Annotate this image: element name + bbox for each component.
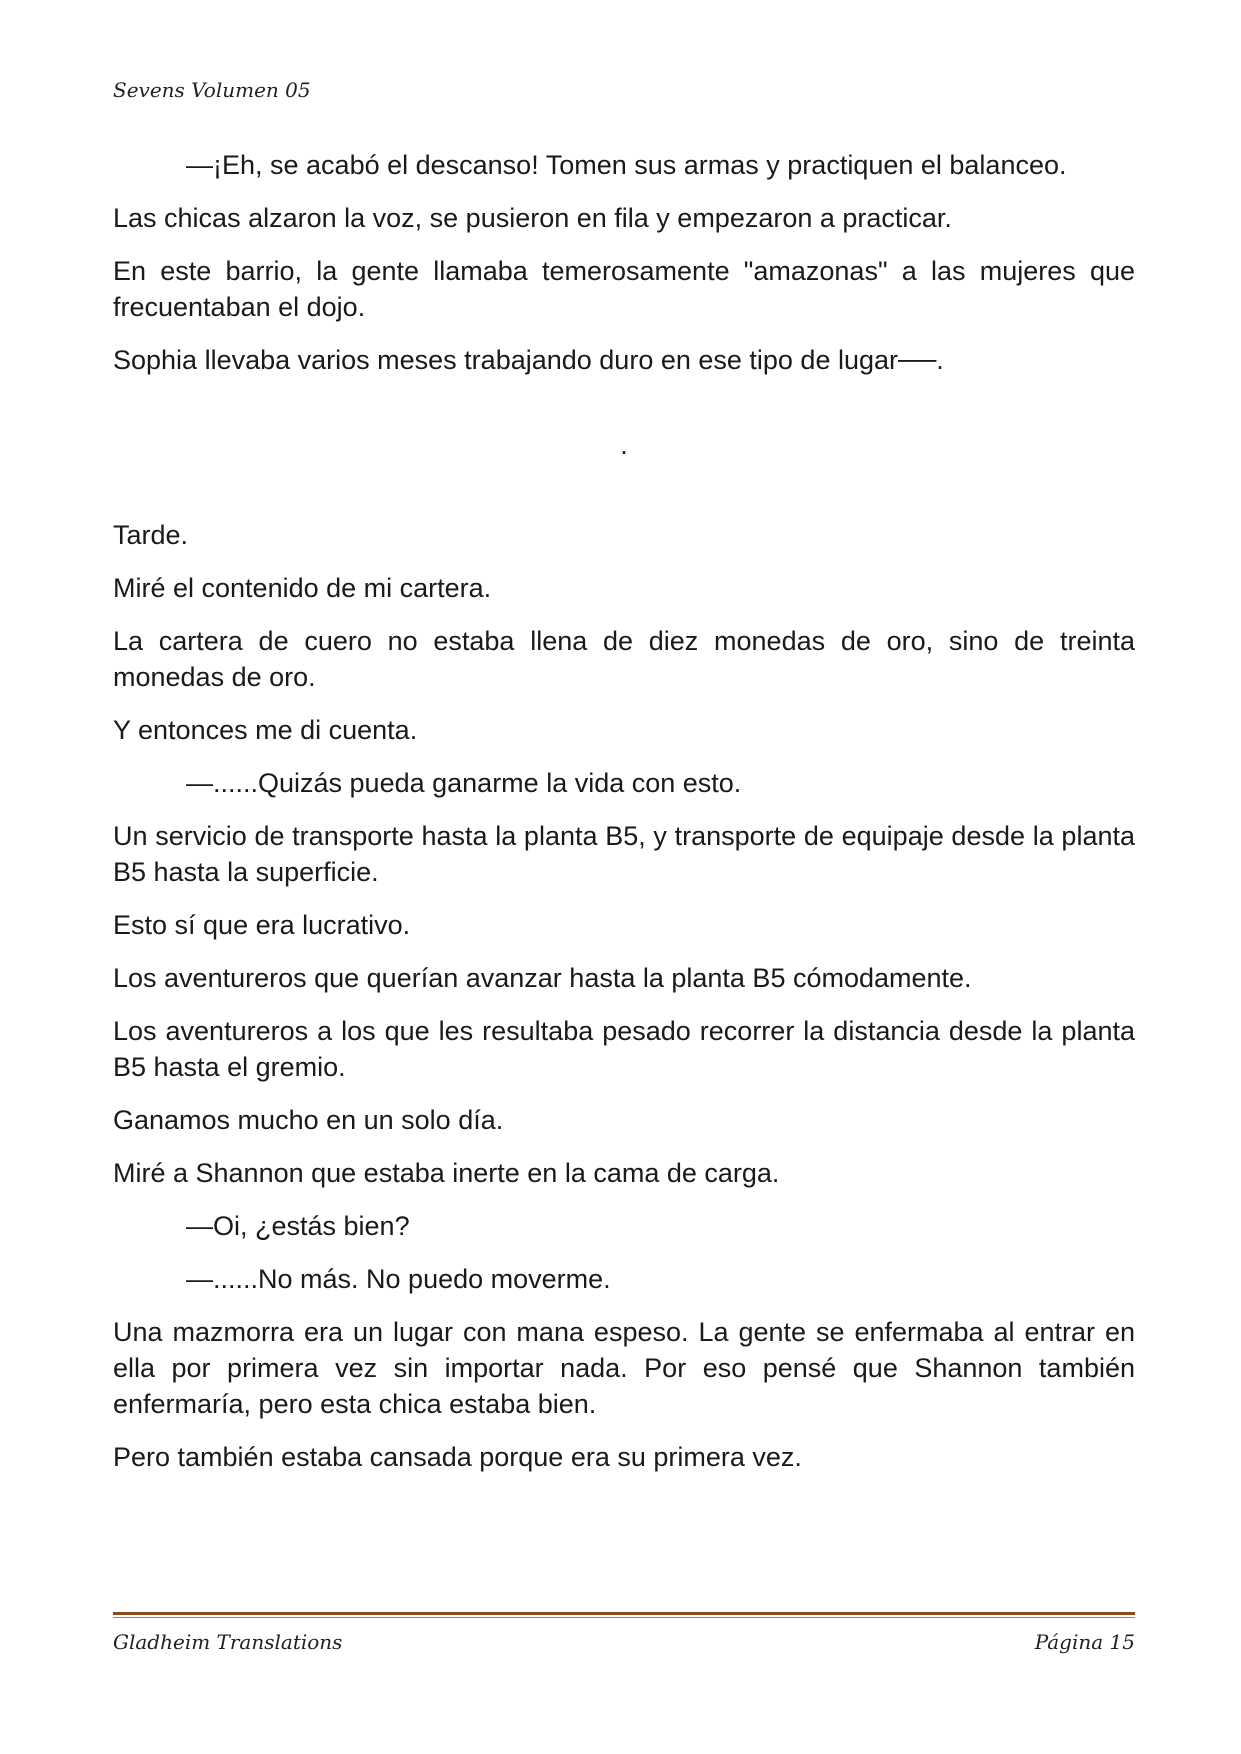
dialogue-line: —¡Eh, se acabó el descanso! Tomen sus armas y practiquen el balanceo. <box>186 150 1067 180</box>
paragraph: Pero también estaba cansada porque era su primera vez. <box>113 1442 802 1472</box>
section-2 <box>113 517 1135 1475</box>
paragraph: En este barrio, la gente llamaba temerosamente "amazonas" a las mujeres que frecuentaban el dojo. <box>113 256 1135 322</box>
footer-credit: Gladheim Translations <box>113 1630 343 1654</box>
running-header: Sevens Volumen 05 <box>113 78 311 102</box>
paragraph: Esto sí que era lucrativo. <box>113 910 411 940</box>
paragraph: La cartera de cuero no estaba llena de diez monedas de oro, sino de treinta monedas de oro. <box>113 626 1135 692</box>
dialogue-line: —......Quizás pueda ganarme la vida con esto. <box>186 768 742 798</box>
paragraph: Los aventureros que querían avanzar hasta la planta B5 cómodamente. <box>113 963 972 993</box>
paragraph: Ganamos mucho en un solo día. <box>113 1105 504 1135</box>
paragraph: Una mazmorra era un lugar con mana espeso. La gente se enfermaba al entrar en ella por primera vez sin importar nada. Por eso pensé que Shannon también enfermaría, pero esta chica estaba bien. <box>113 1317 1135 1419</box>
dialogue-line: —Oi, ¿estás bien? <box>186 1211 410 1241</box>
paragraph: Tarde. <box>113 520 189 550</box>
paragraph: Sophia llevaba varios meses trabajando duro en ese tipo de lugar──. <box>113 345 944 375</box>
paragraph: Y entonces me di cuenta. <box>113 715 418 745</box>
footer-rule-thick <box>113 1612 1135 1615</box>
paragraph: Miré el contenido de mi cartera. <box>113 573 492 603</box>
section-separator: . <box>620 430 628 460</box>
section-1 <box>113 147 1135 378</box>
paragraph: Miré a Shannon que estaba inerte en la cama de carga. <box>113 1158 780 1188</box>
page-number: Página 15 <box>1034 1630 1135 1654</box>
paragraph: Los aventureros a los que les resultaba pesado recorrer la distancia desde la planta B5 hasta el gremio. <box>113 1016 1135 1082</box>
dialogue-line: —......No más. No puedo moverme. <box>186 1264 611 1294</box>
paragraph: Un servicio de transporte hasta la planta B5, y transporte de equipaje desde la planta B5 hasta la superficie. <box>113 821 1135 887</box>
footer-rule-thin <box>113 1617 1135 1618</box>
paragraph: Las chicas alzaron la voz, se pusieron en fila y empezaron a practicar. <box>113 203 952 233</box>
page-body <box>113 147 1135 1492</box>
footer-rule <box>113 1612 1135 1619</box>
